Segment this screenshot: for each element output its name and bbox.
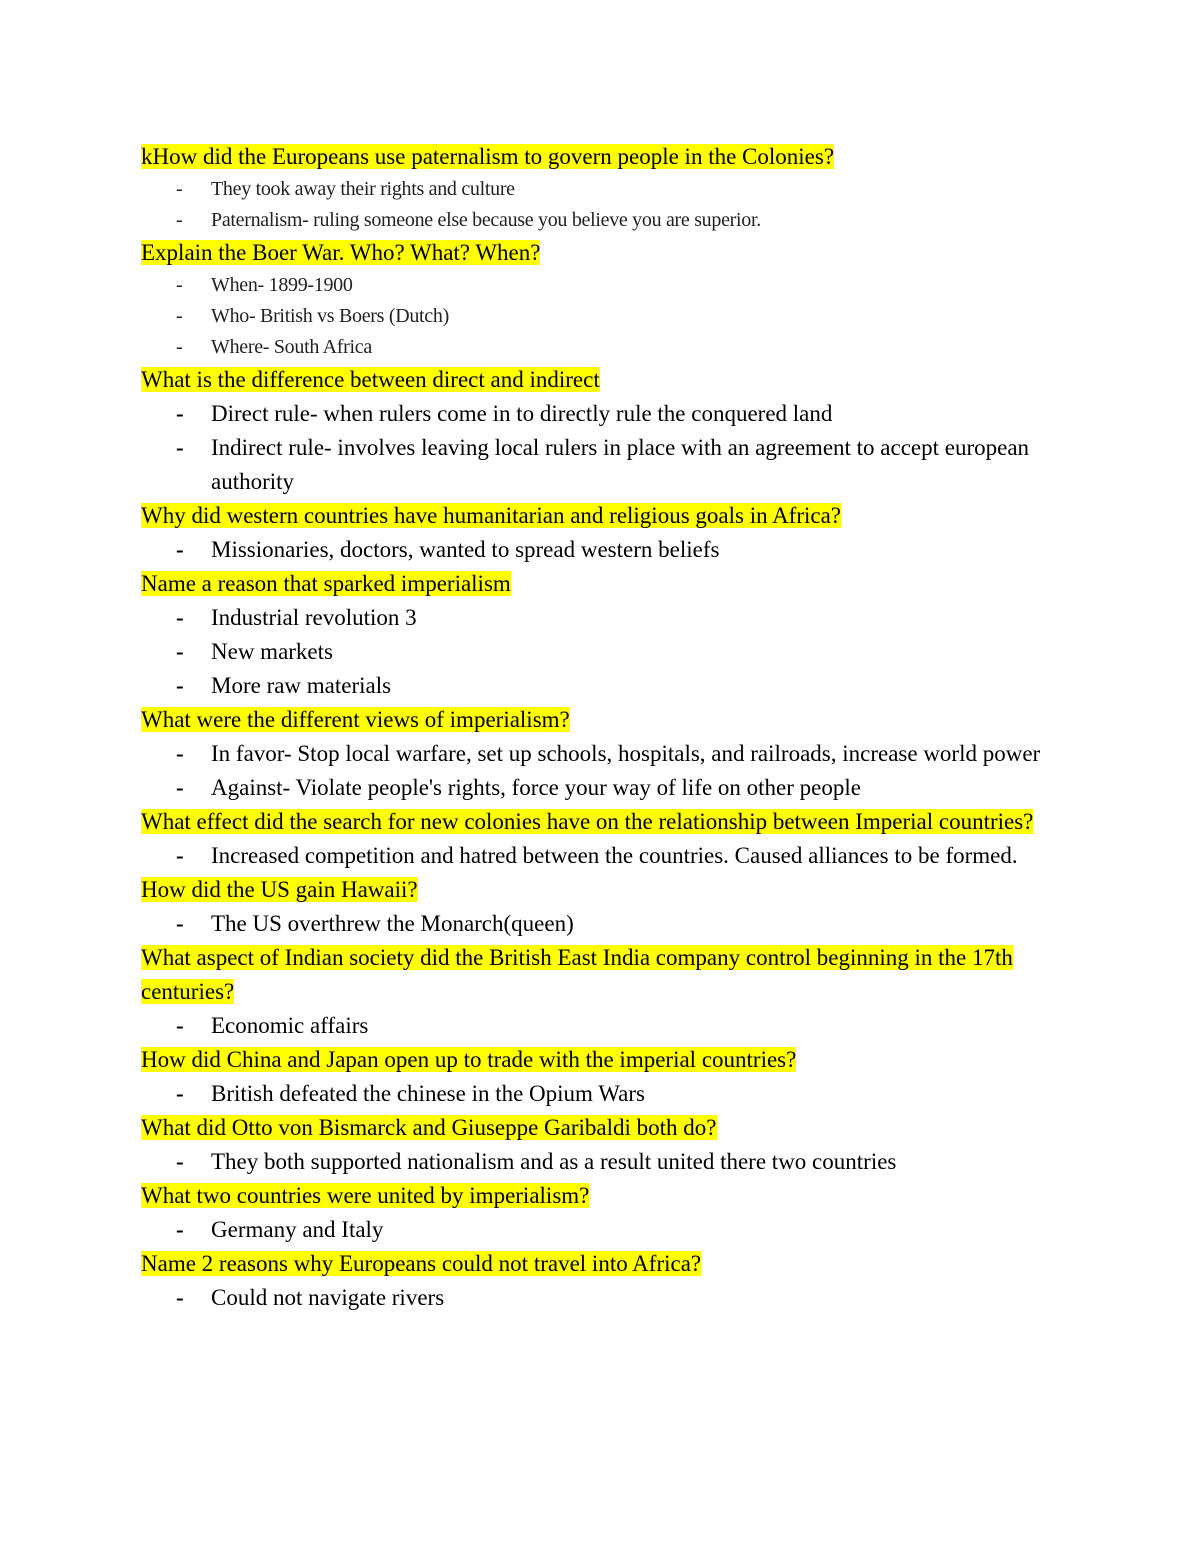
answer-item xyxy=(141,907,1071,941)
answer-list xyxy=(141,601,1071,703)
answer-text: Increased competition and hatred between the countries. Caused alliances to be formed. xyxy=(211,843,1018,868)
answer-text: When- 1899-1900 xyxy=(211,274,353,296)
bullet-dash: - xyxy=(176,1013,184,1038)
answer-item xyxy=(141,839,1071,873)
bullet-dash: - xyxy=(176,639,184,664)
answer-list xyxy=(141,907,1071,941)
answer-item xyxy=(141,431,1071,499)
bullet-dash: - xyxy=(176,1285,184,1310)
bullet-dash: - xyxy=(176,911,184,936)
answer-item xyxy=(141,332,1071,363)
answer-text: More raw materials xyxy=(211,673,392,698)
question-heading xyxy=(141,1043,1071,1077)
answer-item xyxy=(141,533,1071,567)
question-heading xyxy=(141,236,1071,270)
question-text: What aspect of Indian society did the British East India company control beginning in the 17th centuries? xyxy=(141,945,1013,1004)
bullet-dash: - xyxy=(176,209,183,231)
answer-text: British defeated the chinese in the Opium Wars xyxy=(211,1081,645,1106)
answer-text: In favor- Stop local warfare, set up schools, hospitals, and railroads, increase world power xyxy=(211,741,1041,766)
question-text: What two countries were united by imperialism? xyxy=(141,1183,590,1208)
question-text: What did Otto von Bismarck and Giuseppe Garibaldi both do? xyxy=(141,1115,717,1140)
answer-list xyxy=(141,1009,1071,1043)
answer-item xyxy=(141,635,1071,669)
answer-list xyxy=(141,533,1071,567)
question-text: What effect did the search for new colonies have on the relationship between Imperial countries? xyxy=(141,809,1034,834)
document-body xyxy=(141,140,1071,1315)
bullet-dash: - xyxy=(176,1149,184,1174)
bullet-dash: - xyxy=(176,843,184,868)
question-text: Name 2 reasons why Europeans could not travel into Africa? xyxy=(141,1251,702,1276)
answer-item xyxy=(141,301,1071,332)
answer-list xyxy=(141,1213,1071,1247)
question-heading xyxy=(141,567,1071,601)
question-heading xyxy=(141,941,1071,1009)
answer-text: Could not navigate rivers xyxy=(211,1285,445,1310)
question-heading xyxy=(141,140,1071,174)
question-text: How did China and Japan open up to trade with the imperial countries? xyxy=(141,1047,797,1072)
question-heading xyxy=(141,805,1071,839)
question-heading xyxy=(141,873,1071,907)
answer-text: Economic affairs xyxy=(211,1013,369,1038)
bullet-dash: - xyxy=(176,401,184,426)
answer-item xyxy=(141,205,1071,236)
answer-item xyxy=(141,1009,1071,1043)
bullet-dash: - xyxy=(176,741,184,766)
question-text: Name a reason that sparked imperialism xyxy=(141,571,511,596)
answer-item xyxy=(141,737,1071,771)
question-heading xyxy=(141,1247,1071,1281)
answer-item xyxy=(141,669,1071,703)
question-heading xyxy=(141,363,1071,397)
answer-list xyxy=(141,397,1071,499)
answer-text: Who- British vs Boers (Dutch) xyxy=(211,305,449,327)
answer-list xyxy=(141,1077,1071,1111)
bullet-dash: - xyxy=(176,775,184,800)
answer-item xyxy=(141,1213,1071,1247)
question-heading xyxy=(141,1111,1071,1145)
answer-item xyxy=(141,174,1071,205)
bullet-dash: - xyxy=(176,605,184,630)
answer-list xyxy=(141,1145,1071,1179)
question-text: Explain the Boer War. Who? What? When? xyxy=(141,240,541,265)
answer-text: Paternalism- ruling someone else because you believe you are superior. xyxy=(211,209,761,231)
question-text: What were the different views of imperialism? xyxy=(141,707,570,732)
bullet-dash: - xyxy=(176,435,184,460)
bullet-dash: - xyxy=(176,336,183,358)
question-text: How did the US gain Hawaii? xyxy=(141,877,418,902)
bullet-dash: - xyxy=(176,1081,184,1106)
question-heading xyxy=(141,703,1071,737)
question-text: Why did western countries have humanitarian and religious goals in Africa? xyxy=(141,503,842,528)
answer-text: New markets xyxy=(211,639,333,664)
answer-text: Missionaries, doctors, wanted to spread western beliefs xyxy=(211,537,720,562)
answer-list xyxy=(141,270,1071,363)
answer-item xyxy=(141,771,1071,805)
answer-list xyxy=(141,839,1071,873)
answer-text: Industrial revolution 3 xyxy=(211,605,417,630)
answer-text: The US overthrew the Monarch(queen) xyxy=(211,911,574,936)
answer-text: Indirect rule- involves leaving local rulers in place with an agreement to accept european authority xyxy=(211,435,1030,494)
answer-list xyxy=(141,1281,1071,1315)
answer-text: Germany and Italy xyxy=(211,1217,384,1242)
question-text: kHow did the Europeans use paternalism to govern people in the Colonies? xyxy=(141,144,835,169)
answer-text: Direct rule- when rulers come in to directly rule the conquered land xyxy=(211,401,833,426)
question-heading xyxy=(141,1179,1071,1213)
question-heading xyxy=(141,499,1071,533)
answer-list xyxy=(141,737,1071,805)
answer-list xyxy=(141,174,1071,236)
bullet-dash: - xyxy=(176,1217,184,1242)
question-text: What is the difference between direct and indirect xyxy=(141,367,600,392)
bullet-dash: - xyxy=(176,537,184,562)
bullet-dash: - xyxy=(176,305,183,327)
answer-item xyxy=(141,1145,1071,1179)
answer-text: They took away their rights and culture xyxy=(211,178,515,200)
bullet-dash: - xyxy=(176,673,184,698)
answer-item xyxy=(141,270,1071,301)
answer-item xyxy=(141,1077,1071,1111)
answer-text: Against- Violate people's rights, force your way of life on other people xyxy=(211,775,861,800)
bullet-dash: - xyxy=(176,178,183,200)
answer-item xyxy=(141,1281,1071,1315)
answer-text: They both supported nationalism and as a result united there two countries xyxy=(211,1149,897,1174)
bullet-dash: - xyxy=(176,274,183,296)
answer-item xyxy=(141,397,1071,431)
answer-item xyxy=(141,601,1071,635)
answer-text: Where- South Africa xyxy=(211,336,372,358)
